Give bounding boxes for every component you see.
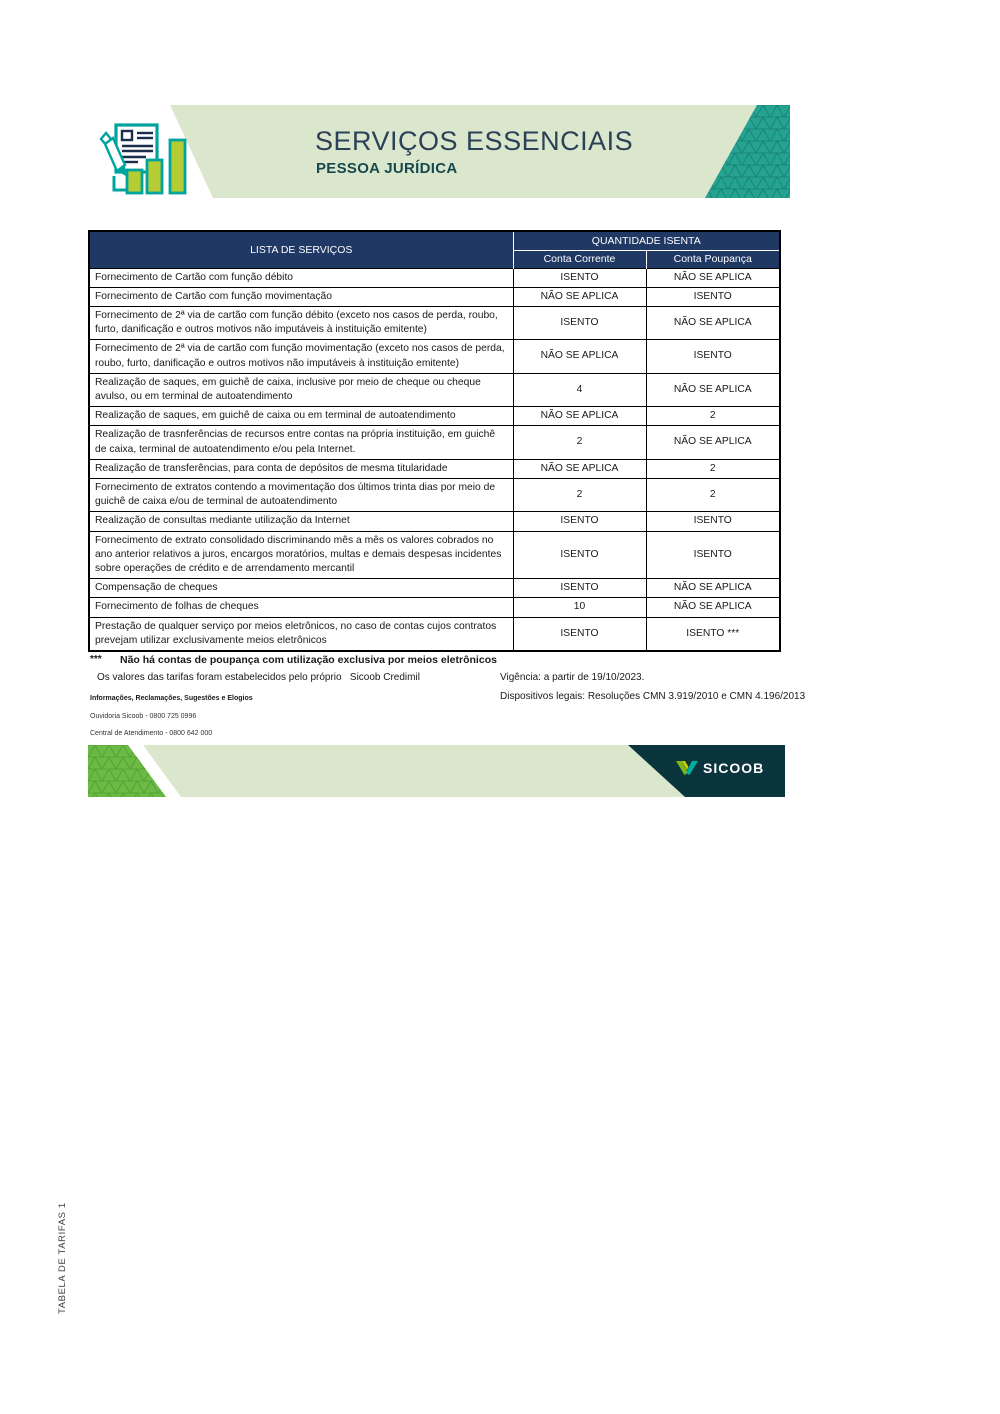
conta-poupanca-cell: ISENTO <box>646 287 780 306</box>
conta-corrente-cell: ISENTO <box>513 306 646 339</box>
service-cell: Compensação de cheques <box>89 579 513 598</box>
footnote-marker: *** <box>90 654 102 665</box>
sicoob-logo-text: SICOOB <box>703 760 765 776</box>
conta-poupanca-cell: 2 <box>646 407 780 426</box>
conta-poupanca-cell: ISENTO *** <box>646 617 780 651</box>
conta-poupanca-cell: NÃO SE APLICA <box>646 306 780 339</box>
service-cell: Realização de consultas mediante utilização da Internet <box>89 512 513 531</box>
service-cell: Fornecimento de 2ª via de cartão com função débito (exceto nos casos de perda, roubo, furto, danificação e outros motivos não imputáveis à instituição emitente) <box>89 306 513 339</box>
conta-poupanca-cell: ISENTO <box>646 531 780 579</box>
table-row <box>89 512 780 531</box>
table-row <box>89 459 780 478</box>
page-subtitle: PESSOA JURÍDICA <box>316 160 458 177</box>
table-row <box>89 617 780 651</box>
footnote-text: Não há contas de poupança com utilização exclusiva por meios eletrônicos <box>120 654 497 666</box>
tariff-table-container <box>88 230 779 652</box>
conta-corrente-cell: NÃO SE APLICA <box>513 287 646 306</box>
table-header <box>89 231 780 268</box>
table-row <box>89 407 780 426</box>
table-row <box>89 306 780 339</box>
service-cell: Fornecimento de 2ª via de cartão com função movimentação (exceto nos casos de perda, roubo, furto, danificação e outros motivos não imputáveis à instituição emitente) <box>89 340 513 373</box>
tariffs-set-by-text: Os valores das tarifas foram estabelecidos pelo próprio Sicoob Credimil <box>97 672 420 683</box>
service-cell: Prestação de qualquer serviço por meios eletrônicos, no caso de contas cujos contratos prevejam utilizar exclusivamente meios eletrônicos <box>89 617 513 651</box>
header-conta-corrente: Conta Corrente <box>513 250 646 268</box>
tariff-table <box>88 230 781 652</box>
service-cell: Fornecimento de Cartão com função débito <box>89 268 513 287</box>
conta-poupanca-cell: ISENTO <box>646 512 780 531</box>
service-cell: Realização de saques, em guichê de caixa ou em terminal de autoatendimento <box>89 407 513 426</box>
conta-corrente-cell: 4 <box>513 373 646 406</box>
table-row <box>89 579 780 598</box>
central-atendimento-phone: Central de Atendimento - 0800 642 000 <box>90 730 213 737</box>
conta-poupanca-cell: NÃO SE APLICA <box>646 579 780 598</box>
conta-corrente-cell: 2 <box>513 478 646 511</box>
conta-corrente-cell: ISENTO <box>513 579 646 598</box>
report-pencil-icon <box>96 116 201 201</box>
conta-poupanca-cell: NÃO SE APLICA <box>646 598 780 617</box>
conta-corrente-cell: ISENTO <box>513 531 646 579</box>
table-row <box>89 268 780 287</box>
conta-poupanca-cell: 2 <box>646 459 780 478</box>
ouvidoria-phone: Ouvidoria Sicoob - 0800 725 0996 <box>90 713 197 720</box>
conta-corrente-cell: ISENTO <box>513 268 646 287</box>
header-quantidade-isenta: QUANTIDADE ISENTA <box>513 231 780 250</box>
service-cell: Realização de trasnferências de recursos entre contas na própria instituição, em guichê de caixa, terminal de autoatendimento e/ou pela Internet. <box>89 426 513 459</box>
conta-corrente-cell: NÃO SE APLICA <box>513 340 646 373</box>
banner-triangle-pattern <box>700 105 790 198</box>
header-lista-servicos: LISTA DE SERVIÇOS <box>89 231 513 268</box>
table-row <box>89 531 780 579</box>
table-row <box>89 426 780 459</box>
footer-band <box>88 745 785 797</box>
service-cell: Realização de saques, em guichê de caixa, inclusive por meio de cheque ou cheque avulso, ou em terminal de autoatendimento <box>89 373 513 406</box>
table-row <box>89 287 780 306</box>
table-row <box>89 478 780 511</box>
service-cell: Fornecimento de extratos contendo a movimentação dos últimos trinta dias por meio de guichê de caixa e/ou de terminal de autoatendimento <box>89 478 513 511</box>
conta-corrente-cell: ISENTO <box>513 512 646 531</box>
conta-poupanca-cell: NÃO SE APLICA <box>646 268 780 287</box>
conta-corrente-cell: ISENTO <box>513 617 646 651</box>
table-row <box>89 373 780 406</box>
legal-provisions-text: Dispositivos legais: Resoluções CMN 3.919/2010 e CMN 4.196/2013 <box>500 691 806 702</box>
conta-poupanca-cell: ISENTO <box>646 340 780 373</box>
service-cell: Fornecimento de Cartão com função movimentação <box>89 287 513 306</box>
conta-poupanca-cell: 2 <box>646 478 780 511</box>
conta-poupanca-cell: NÃO SE APLICA <box>646 426 780 459</box>
info-complaints-label: Informações, Reclamações, Sugestões e Elogios <box>90 695 253 702</box>
sicoob-logo <box>676 760 764 776</box>
vigencia-text: Vigência: a partir de 19/10/2023. <box>500 672 645 683</box>
sicoob-chevron-icon <box>676 761 698 775</box>
conta-corrente-cell: NÃO SE APLICA <box>513 459 646 478</box>
conta-corrente-cell: 2 <box>513 426 646 459</box>
service-cell: Fornecimento de extrato consolidado discriminando mês a mês os valores cobrados no ano anterior relativos a juros, encargos moratórios, multas e demais despesas incidentes sobre operações de crédito e de arrendamento mercantil <box>89 531 513 579</box>
page-title: SERVIÇOS ESSENCIAIS <box>315 126 634 156</box>
conta-corrente-cell: 10 <box>513 598 646 617</box>
header-conta-poupanca: Conta Poupança <box>646 250 780 268</box>
service-cell: Fornecimento de folhas de cheques <box>89 598 513 617</box>
side-label-tabela-tarifas: TABELA DE TARIFAS 1 <box>57 1202 68 1314</box>
conta-poupanca-cell: NÃO SE APLICA <box>646 373 780 406</box>
service-cell: Realização de transferências, para conta de depósitos de mesma titularidade <box>89 459 513 478</box>
conta-corrente-cell: NÃO SE APLICA <box>513 407 646 426</box>
table-row <box>89 340 780 373</box>
table-row <box>89 598 780 617</box>
